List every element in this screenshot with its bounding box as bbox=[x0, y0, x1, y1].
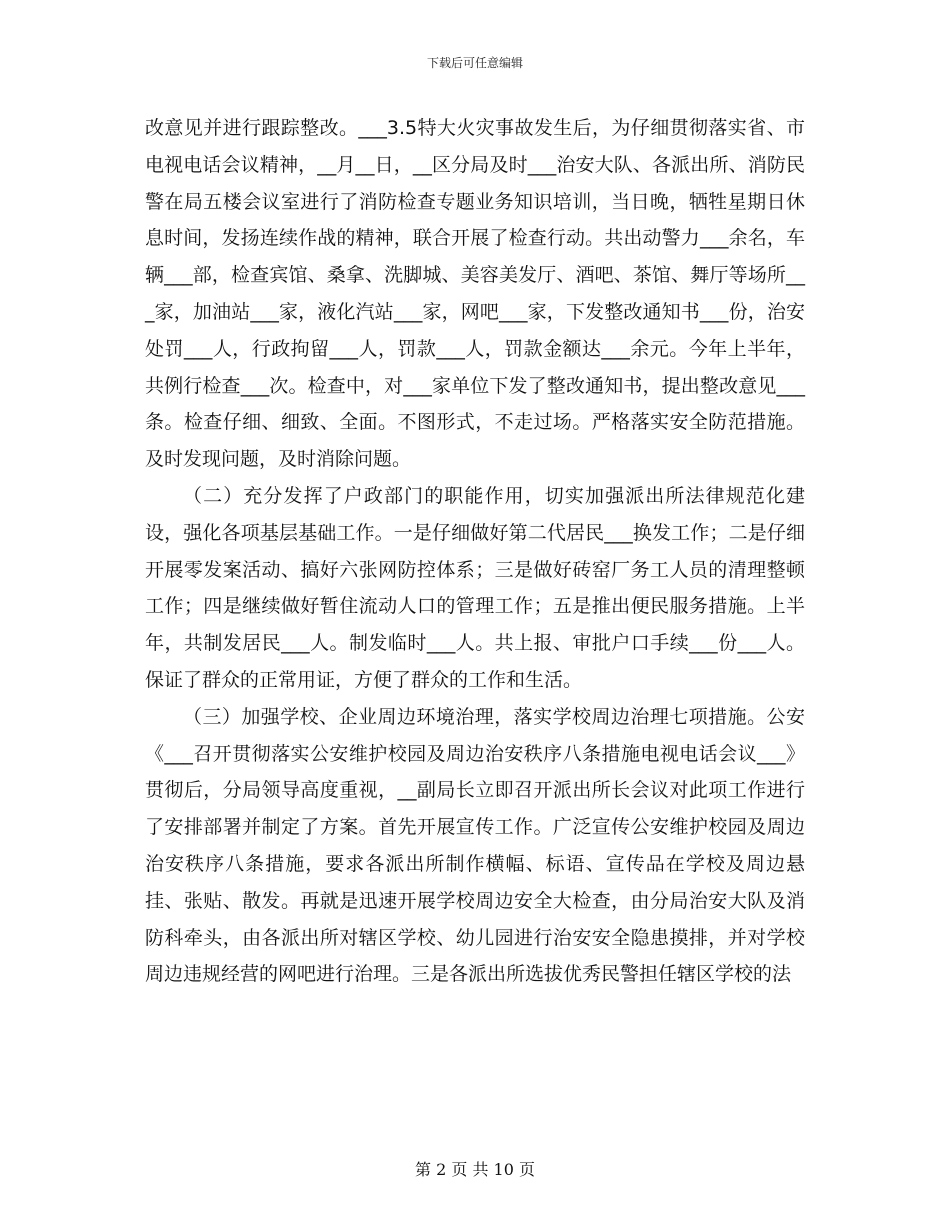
document-body bbox=[145, 110, 805, 993]
header-note: 下载后可任意编辑 bbox=[426, 56, 523, 70]
page-number: 第 2 页 共 10 页 bbox=[415, 1160, 535, 1179]
paragraph-household-registration: （二）充分发挥了户政部门的职能作用，切实加强派出所法律规范化建设，强化各项基层基础工作。一是仔细做好第二代居民___换发工作；二是仔细开展零发案活动、搞好六张网防控体系；三是做好砖窑厂务工人员的清理整顿工作；四是继续做好暂住流动人口的管理工作；五是推出便民服务措施。上半年，共制发居民___人。制发临时___人。共上报、审批户口手续___份___人。保证了群众的正常用证，方便了群众的工作和生活。 bbox=[145, 484, 805, 691]
paragraph-inspection-summary: 改意见并进行跟踪整改。___3.5特大火灾事故发生后，为仔细贯彻落实省、市电视电话会议精神，__月__日，__区分局及时___治安大队、各派出所、消防民警在局五楼会议室进行了消防检查专题业务知识培训，当日晚，牺牲星期日休息时间，发扬连续作战的精神，联合开展了检查行动。共出动警力___余名，车辆___部，检查宾馆、桑拿、洗脚城、美容美发厅、酒吧、茶馆、舞厅等场所___家，加油站___家，液化汽站___家，网吧___家，下发整改通知书___份，治安处罚___人，行政拘留___人，罚款___人，罚款金额达___余元。今年上半年，共例行检查___次。检查中，对___家单位下发了整改通知书，提出整改意见___条。检查仔细、细致、全面。不图形式，不走过场。严格落实安全防范措施。及时发现问题，及时消除问题。 bbox=[145, 117, 805, 471]
paragraph-school-environment: （三）加强学校、企业周边环境治理，落实学校周边治理七项措施。公安《___召开贯彻落实公安维护校园及周边治安秩序八条措施电视电话会议___》贯彻后，分局领导高度重视，__副局长立即召开派出所长会议对此项工作进行了安排部署并制定了方案。首先开展宣传工作。广泛宣传公安维护校园及周边治安秩序八条措施，要求各派出所制作横幅、标语、宣传品在学校及周边悬挂、张贴、散发。再就是迅速开展学校周边安全大检查，由分局治安大队及消防科牵头，由各派出所对辖区学校、幼儿园进行治安安全隐患摸排，并对学校周边违规经营的网吧进行治理。三是各派出所选拔优秀民警担任辖区学校的法 bbox=[145, 705, 805, 986]
